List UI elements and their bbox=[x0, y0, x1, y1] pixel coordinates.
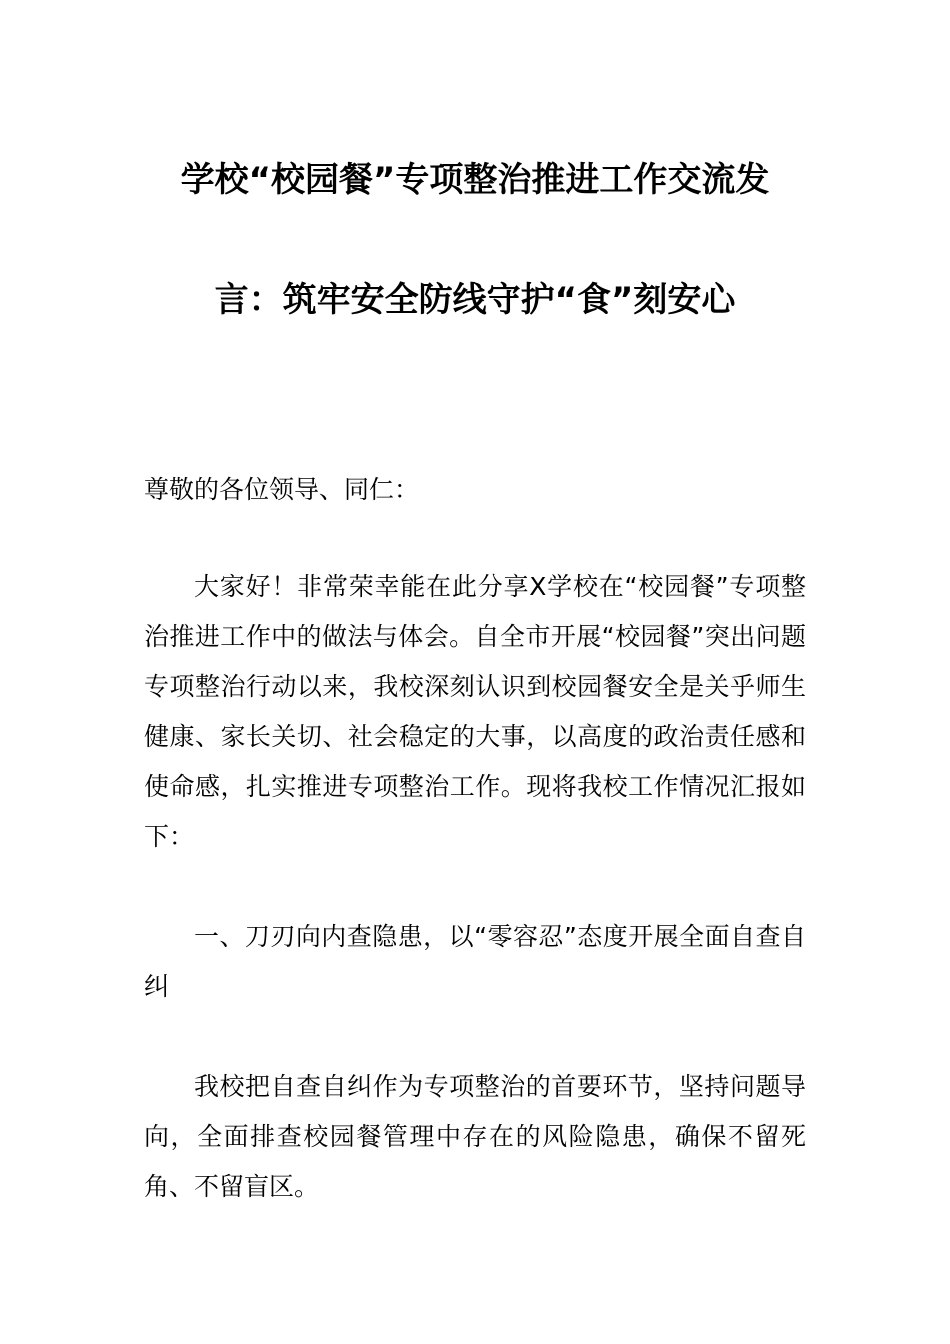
paragraph-section-1: 我校把自查自纠作为专项整治的首要环节，坚持问题导向，全面排查校园餐管理中存在的风险隐患，确保不留死角、不留盲区。 bbox=[144, 1072, 806, 1201]
document-title-line-1: 学校“校园餐”专项整治推进工作交流发 bbox=[180, 160, 770, 200]
paragraph-intro: 大家好！非常荣幸能在此分享X学校在“校园餐”专项整治推进工作中的做法与体会。自全市开展“校园餐”突出问题专项整治行动以来，我校深刻认识到校园餐安全是关乎师生健康、家长关切、社会稳定的大事，以高度的政治责任感和使命感，扎实推进专项整治工作。现将我校工作情况汇报如下： bbox=[144, 572, 806, 851]
salutation: 尊敬的各位领导、同仁： bbox=[144, 475, 420, 504]
document-title-line-2: 言：筑牢安全防线守护“食”刻安心 bbox=[214, 280, 736, 320]
section-heading-1: 一、刀刃向内查隐患，以“零容忍”态度开展全面自查自纠 bbox=[144, 922, 806, 1001]
